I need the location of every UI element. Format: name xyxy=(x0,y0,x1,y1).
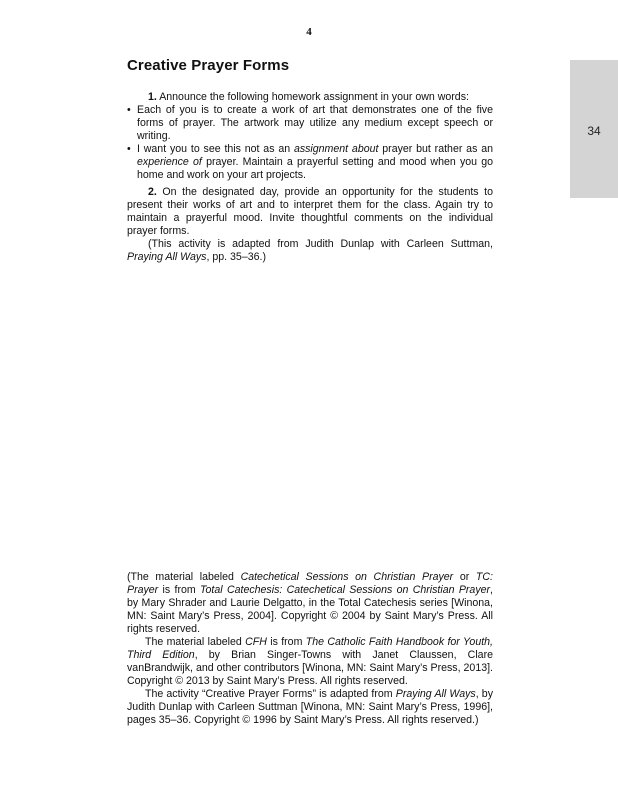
bullet-item: • Each of you is to create a work of art that demonstrates one of the five forms of prayer. The artwork may utilize any medium except speech or writing. xyxy=(127,104,493,143)
emphasis: Total Catechesis: Catechetical Sessions on Christian Prayer xyxy=(200,584,491,596)
page-number: 4 xyxy=(306,26,312,38)
emphasis: Catechetical Sessions on Christian Prayer xyxy=(240,571,454,583)
emphasis: TC: Prayer xyxy=(127,571,493,596)
side-tab-number: 34 xyxy=(587,124,601,138)
assignment-bullets xyxy=(127,104,493,182)
text-run: is from xyxy=(158,584,201,596)
step-1 xyxy=(127,91,493,182)
text-run: , pp. 35–36.) xyxy=(206,251,266,263)
text-run: (The material labeled xyxy=(127,571,241,583)
emphasis: assignment about xyxy=(293,143,379,155)
text-run: , by Judith Dunlap with Carleen Suttman [Winona, MN: Saint Mary’s Press, 1996], pages 35–36. Copyright © 1996 by Saint Mary’s Press. All rights reserved.) xyxy=(127,688,493,726)
footnote-paragraph xyxy=(127,571,493,636)
text-run: I want you to see this not as an xyxy=(137,143,294,155)
footnote-paragraph xyxy=(127,636,493,688)
step-2-text: On the designated day, provide an opportunity for the students to present their works of art and to interpret them for the class. Again try to maintain a prayerful mood. Invite thoughtful comments on the individual prayer forms. xyxy=(127,186,493,237)
footnote-paragraph xyxy=(127,688,493,727)
step-1-lead xyxy=(127,91,493,104)
text-run: or xyxy=(453,571,476,583)
bullet-item xyxy=(127,143,493,182)
page-title: Creative Prayer Forms xyxy=(127,57,290,74)
emphasis: experience of xyxy=(137,156,202,168)
text-run: The material labeled xyxy=(145,636,246,648)
adaptation-note xyxy=(127,238,493,264)
step-2-number: 2. xyxy=(148,186,157,198)
footnote xyxy=(127,571,493,727)
step-1-number: 1. xyxy=(148,91,157,103)
text-run: (This activity is adapted from Judith Dunlap with Carleen Suttman, xyxy=(148,238,493,250)
emphasis: The Catholic Faith Handbook for Youth, Third Edition xyxy=(127,636,493,661)
emphasis: Praying All Ways xyxy=(395,688,476,700)
text-run: , by Mary Shrader and Laurie Delgatto, in the Total Catechesis series [Winona, MN: Saint Mary’s Press, 2004]. Copyright © 2004 by Saint Mary’s Press. All rights reserved. xyxy=(127,584,493,635)
step-2 xyxy=(127,186,493,238)
text-run: is from xyxy=(266,636,306,648)
step-1-lead-text: Announce the following homework assignment in your own words: xyxy=(159,91,469,103)
book-title: Praying All Ways xyxy=(127,251,207,263)
text-run: prayer. Maintain a prayerful setting and mood when you go home and work on your art projects. xyxy=(137,156,494,181)
text-run: , by Brian Singer-Towns with Janet Claussen, Clare vanBrandwijk, and other contributors [Winona, MN: Saint Mary’s Press, 2013]. Copyright © 2013 by Saint Mary’s Press. All rights reserved. xyxy=(127,649,493,687)
text-run: The activity “Creative Prayer Forms” is adapted from xyxy=(145,688,396,700)
text-run: prayer but rather as an xyxy=(378,143,493,155)
emphasis: CFH xyxy=(245,636,267,648)
